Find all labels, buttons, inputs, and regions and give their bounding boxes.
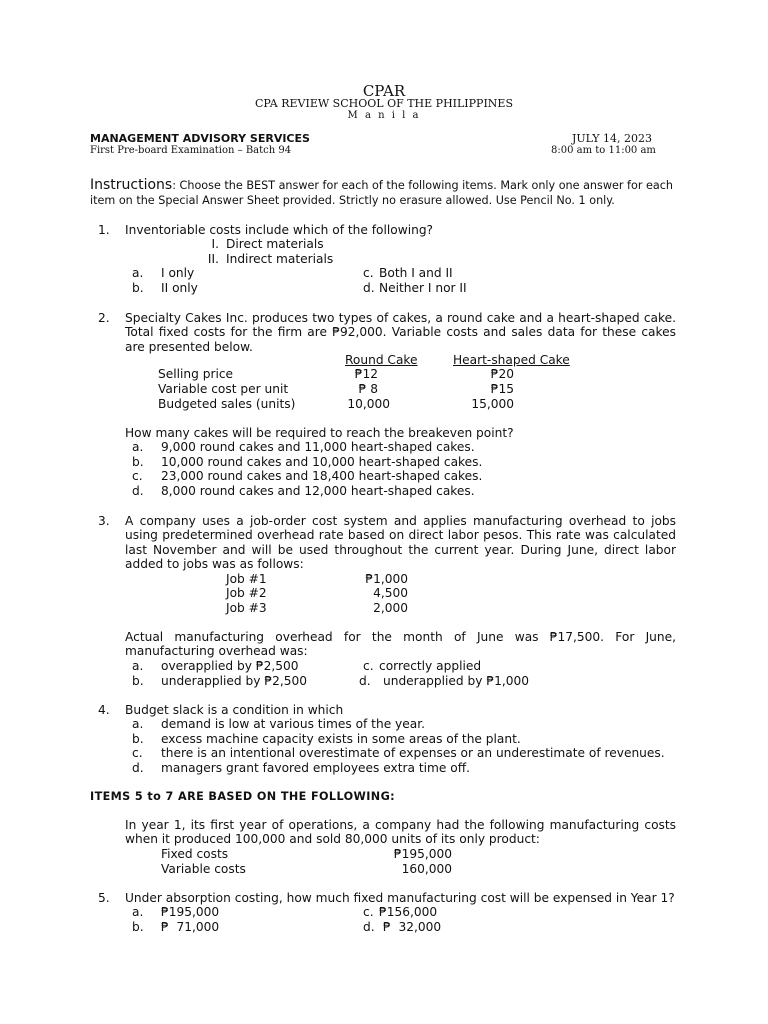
exam-name: First Pre-board Examination – Batch 94 <box>90 145 292 156</box>
q3-choice-text: underapplied by ₱2,500 <box>161 674 307 688</box>
q1-text: Inventoriable costs include which of the following? <box>125 223 434 237</box>
q3-job-label: Job #3 <box>226 601 267 615</box>
scenario-row-amount: 160,000 <box>401 862 452 876</box>
q1-choice-letter: b. <box>132 281 144 295</box>
q2-choice-text: 8,000 round cakes and 12,000 heart-shaped cakes. <box>161 484 475 498</box>
q2-heart-value: ₱15 <box>490 382 514 396</box>
q4-choice-text: demand is low at various times of the year. <box>161 717 426 731</box>
items-heading: ITEMS 5 to 7 ARE BASED ON THE FOLLOWING: <box>90 790 396 803</box>
q1-number: 1. <box>98 223 110 237</box>
q3-job-amount: ₱1,000 <box>365 572 408 586</box>
q4-choice-text: there is an intentional overestimate of expenses or an underestimate of revenues. <box>161 746 665 760</box>
q5-number: 5. <box>98 891 110 905</box>
q2-round-value: ₱12 <box>354 367 378 381</box>
q5-text: Under absorption costing, how much fixed manufacturing cost will be expensed in Year 1? <box>125 891 675 905</box>
q1-item-roman: I. <box>211 237 219 251</box>
q2-row-label: Budgeted sales (units) <box>158 397 296 411</box>
q3-job-amount: 2,000 <box>373 601 408 615</box>
q2-choice-letter: b. <box>132 455 144 469</box>
q3-choice-letter: a. <box>132 659 144 673</box>
q5-choice-letter: d. <box>363 920 375 934</box>
q4-choice-letter: c. <box>132 746 143 760</box>
q2-row-label: Variable cost per unit <box>158 382 289 396</box>
q2-row-label: Selling price <box>158 367 234 381</box>
q2-choice-letter: d. <box>132 484 144 498</box>
q2-choice-text: 23,000 round cakes and 18,400 heart-shaped cakes. <box>161 469 483 483</box>
q3-text: A company uses a job-order cost system and applies manufacturing overhead to jobs using predetermined overhead rate based on direct labor pesos. This rate was calculated last November and will be used throughout the current year. During June, direct labor added to jobs was as follows: <box>125 514 676 572</box>
q3-job-label: Job #2 <box>226 586 267 600</box>
q4-choice-letter: b. <box>132 732 144 746</box>
subject-title: MANAGEMENT ADVISORY SERVICES <box>90 132 310 145</box>
q1-choice-letter: a. <box>132 266 144 280</box>
q3-choice-text: underapplied by ₱1,000 <box>383 674 529 688</box>
q3-job-amount: 4,500 <box>373 586 408 600</box>
q3-choice-letter: b. <box>132 674 144 688</box>
q5-choice-text: ₱ 32,000 <box>383 920 442 934</box>
q1-choice-text: Both I and II <box>379 266 453 280</box>
scenario-text: In year 1, its first year of operations, a company had the following manufacturing costs when it produced 100,000 and sold 80,000 units of its only product: <box>125 818 676 847</box>
q2-choice-text: 9,000 round cakes and 11,000 heart-shaped cakes. <box>161 440 475 454</box>
q4-number: 4. <box>98 703 110 717</box>
q1-choice-text: I only <box>161 266 195 280</box>
school-name: CPA REVIEW SCHOOL OF THE PHILIPPINES <box>255 97 513 110</box>
city-name: M a n i l a <box>347 110 421 121</box>
q2-text: Specialty Cakes Inc. produces two types of cakes, a round cake and a heart-shaped cake. Total fixed costs for the firm are ₱92,000. Variable costs and sales data for these cakes are presented below. <box>125 311 676 354</box>
q2-col-header: Heart-shaped Cake <box>453 353 570 367</box>
q2-heart-value: 15,000 <box>471 397 514 411</box>
q4-text: Budget slack is a condition in which <box>125 703 344 717</box>
q2-choice-letter: a. <box>132 440 144 454</box>
q2-question: How many cakes will be required to reach the breakeven point? <box>125 426 514 440</box>
q5-choice-letter: c. <box>363 905 374 919</box>
q5-choice-letter: a. <box>132 905 144 919</box>
instructions-label: Instructions <box>90 177 173 193</box>
q1-choice-letter: d. <box>363 281 375 295</box>
scenario-row-label: Variable costs <box>161 862 246 876</box>
q4-choice-text: excess machine capacity exists in some areas of the plant. <box>161 732 521 746</box>
q2-round-value: ₱ 8 <box>358 382 378 396</box>
q1-choice-text: Neither I nor II <box>379 281 467 295</box>
q3-choice-letter: d. <box>359 674 371 688</box>
q5-choice-text: ₱156,000 <box>379 905 438 919</box>
exam-date: JULY 14, 2023 <box>572 132 653 145</box>
q3-choice-letter: c. <box>363 659 374 673</box>
q2-choice-letter: c. <box>132 469 143 483</box>
q3-choice-text: correctly applied <box>379 659 482 673</box>
q1-item-text: Indirect materials <box>226 252 334 266</box>
q2-col-header: Round Cake <box>345 353 418 367</box>
q2-round-value: 10,000 <box>347 397 390 411</box>
q3-job-label: Job #1 <box>226 572 267 586</box>
q2-number: 2. <box>98 311 110 325</box>
q1-item-roman: II. <box>207 252 219 266</box>
q3-number: 3. <box>98 514 110 528</box>
q3-text-continued: Actual manufacturing overhead for the month of June was ₱17,500. For June, manufacturing overhead was: <box>125 630 676 659</box>
q4-choice-letter: a. <box>132 717 144 731</box>
q5-choice-letter: b. <box>132 920 144 934</box>
exam-time: 8:00 am to 11:00 am <box>551 145 656 156</box>
q1-choice-letter: c. <box>363 266 374 280</box>
q5-choice-text: ₱ 71,000 <box>161 920 220 934</box>
q3-choice-text: overapplied by ₱2,500 <box>161 659 299 673</box>
q2-heart-value: ₱20 <box>490 367 514 381</box>
q1-choice-text: II only <box>161 281 198 295</box>
q4-choice-letter: d. <box>132 761 144 775</box>
instructions-text: : Choose the BEST answer for each of the following items. Mark only one answer for each item on the Special Answer Sheet provided. Strictly no erasure allowed. Use Pencil No. 1 only. <box>90 179 673 207</box>
page-title: CPAR <box>362 82 406 100</box>
scenario-row-label: Fixed costs <box>161 847 229 861</box>
q4-choice-text: managers grant favored employees extra time off. <box>161 761 471 775</box>
q1-item-text: Direct materials <box>226 237 324 251</box>
instructions <box>90 178 686 208</box>
q2-choice-text: 10,000 round cakes and 10,000 heart-shaped cakes. <box>161 455 483 469</box>
q5-choice-text: ₱195,000 <box>161 905 220 919</box>
scenario-row-amount: ₱195,000 <box>393 847 452 861</box>
